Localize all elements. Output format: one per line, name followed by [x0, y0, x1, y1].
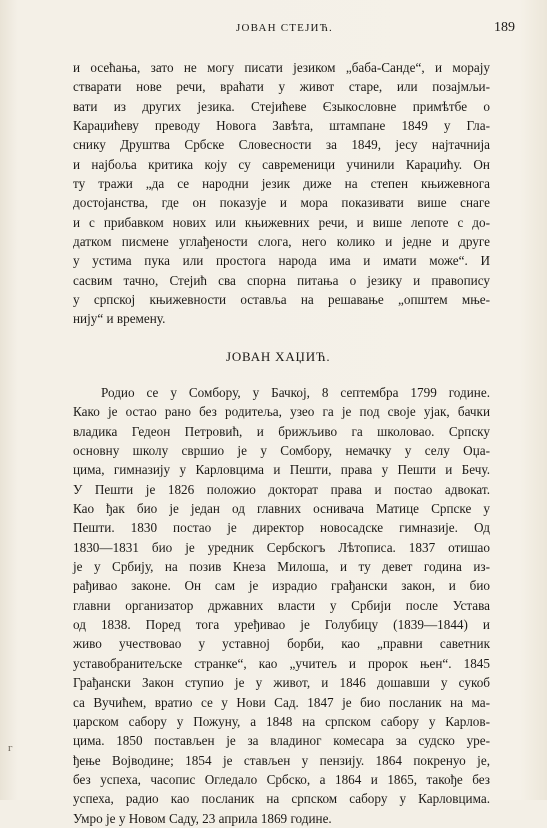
text-line: Пешти. 1830 постао је директор новосадске гимназије. Од	[73, 520, 490, 536]
text-line: цима. 1850 постављен је за владиног комесара за судско уре-	[73, 733, 490, 749]
text-line: стварати нове речи, враћати у живот старе, или позајмљи-	[73, 79, 490, 95]
text-line: уставобранитељске странке“, као „учитељ и пророк њен“. 1845	[73, 655, 490, 671]
text-line: Умро је у Новом Саду, 23 априла 1869 године.	[73, 810, 332, 826]
text-line: живо учествовао у уставној борби, као „правни саветник	[73, 636, 490, 652]
section-stejic-conclusion	[73, 58, 490, 329]
text-line: џарском сабору у Пожуну, а 1848 на српском сабору у Карлов-	[73, 713, 490, 729]
text-line: основну школу свршио је у Сомбору, немачку у селу Оџа-	[73, 443, 490, 459]
text-line: сасвим тачно, Стејић сва спорна питања о језику и правопису	[73, 272, 490, 288]
text-line: 1830—1831 био је уредник Сербскогъ Лѣтописа. 1837 отишао	[73, 539, 490, 555]
text-line: цима, гимназију у Карловцима и Пешти, права у Пешти и Бечу.	[73, 462, 490, 478]
text-line: успеха, радио као посланик на српском сабору у Карловцима.	[73, 791, 490, 807]
text-line: ђење Војводине; 1854 је стављен у пензију. 1864 покренуо је,	[73, 752, 490, 768]
text-line: снику Друштва Србске Словесности за 1849, јесу најтачнија	[73, 137, 490, 153]
text-line: датком писмене углађености слога, него колико и једне и друге	[73, 234, 490, 250]
running-head: ЈОВАН СТЕЈИЋ.	[236, 22, 334, 34]
text-line: Као ђак био је један од главних оснивача Матице Српске у	[73, 501, 490, 517]
text-line: и најбоља критика коју су савременици учинили Караџићу. Он	[73, 156, 490, 172]
text-line: и с прибавком нових или књижевних речи, и више лепоте с до-	[73, 214, 490, 230]
text-line: је у Србију, на позив Кнеза Милоша, и ту девет година из-	[73, 559, 490, 575]
text-line: рађивао законе. Он сам је израдио грађански закон, и био	[73, 578, 490, 594]
text-line: главни организатор државних власти у Србији после Устава	[73, 597, 490, 613]
text-line: у устима пука или простога народа има и имати може“. И	[73, 253, 490, 269]
text-line: од 1838. Поред тога уређивао је Голубицу (1839—1844) и	[73, 617, 490, 633]
text-line: без успеха, часопис Огледало Србско, а 1864 и 1865, такође без	[73, 771, 490, 787]
text-line: са Вучићем, вратио се у Нови Сад. 1847 је био посланик на ма-	[73, 694, 490, 710]
text-line: и осећања, зато не могу писати језиком „баба-Санде“, и морају	[73, 60, 490, 75]
text-line: ту тражи „да се народни језик диже на степен књижевнога	[73, 176, 490, 192]
margin-mark: г	[8, 742, 13, 754]
text-line: у српској књижевности оставља на решавање „општем мње-	[73, 292, 490, 308]
text-line: Караџићеву преводу Новога Завѣта, штампане 1849 у Гла-	[73, 118, 490, 134]
text-line: Родио се у Сомбору, у Бачкој, 8 септембра 1799 године.	[101, 385, 490, 400]
text-line: владика Гедеон Петровић, и брижљиво га школовао. Српску	[73, 423, 490, 439]
page-header	[0, 20, 547, 40]
text-line: Како је остао рано без родитеља, узео га је под своје ујак, бачки	[73, 404, 490, 420]
page-number: 189	[494, 20, 515, 35]
text-line: нију“ и времену.	[73, 311, 166, 327]
text-line: вати из других језика. Стејићеве Єзыкословне примѣтбе о	[73, 98, 490, 114]
text-line: У Пешти је 1826 положио докторат права и постао адвокат.	[73, 481, 490, 497]
section-heading: ЈОВАН ХАЏИЋ.	[226, 349, 331, 364]
text-line: достојанства, где он показује и мора показивати више снаге	[73, 195, 490, 211]
text-line: Грађански Закон ступио је у живот, и 1846 дошавши у сукоб	[73, 675, 490, 691]
section-hadzic-biography	[73, 383, 490, 828]
